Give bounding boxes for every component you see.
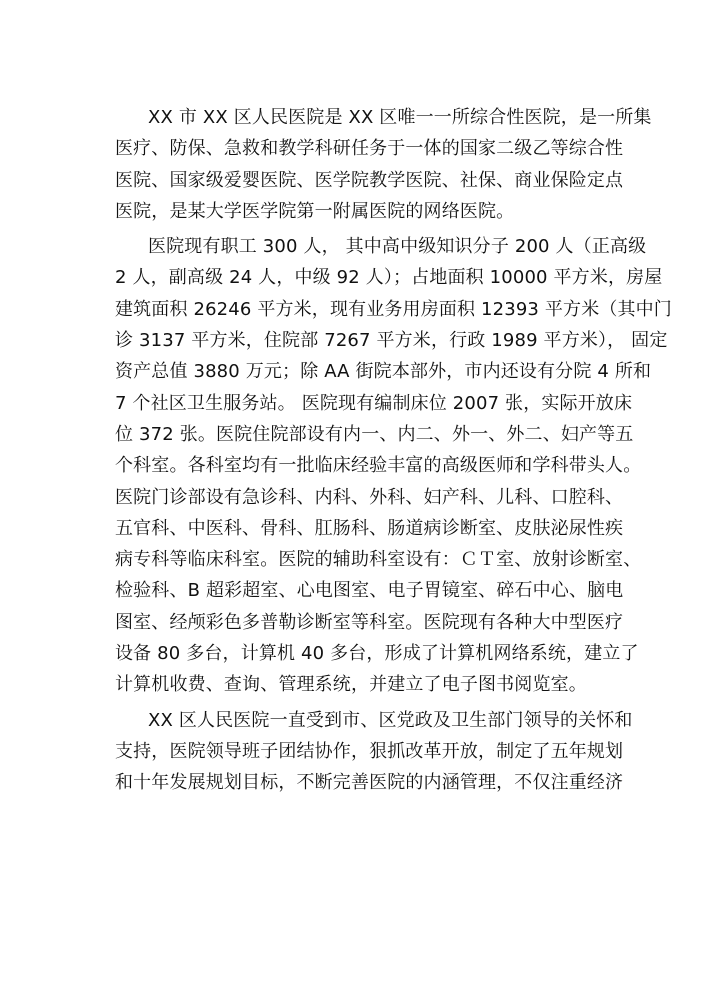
text-line: 个科室。各科室均有一批临床经验丰富的高级医师和学科带头人。 <box>115 455 642 477</box>
text-line: 图室、经颅彩色多普勒诊断室等科室。医院现有各种大中型医疗 <box>115 611 624 633</box>
text-line: 检验科、B 超彩超室、心电图室、电子胃镜室、碎石中心、脑电 <box>115 580 624 602</box>
paragraph-1 <box>115 102 652 227</box>
text-line: 医院门诊部设有急诊科、内科、外科、妇产科、儿科、口腔科、 <box>115 486 624 508</box>
text-line: 支持，医院领导班子团结协作，狠抓改革开放，制定了五年规划 <box>115 740 624 762</box>
text-line: 资产总值 3880 万元；除 AA 街院本部外，市内还设有分院 4 所和 <box>115 361 652 383</box>
text-line: 建筑面积 26246 平方米，现有业务用房面积 12393 平方米（其中门 <box>115 298 672 320</box>
text-line: 计算机收费、查询、管理系统，并建立了电子图书阅览室。 <box>115 674 587 696</box>
text-line: 医疗、防保、急救和教学科研任务于一体的国家二级乙等综合性 <box>115 138 624 160</box>
paragraph-3 <box>115 705 633 799</box>
text-line: 2 人，副高级 24 人，中级 92 人）；占地面积 10000 平方米，房屋 <box>115 267 663 289</box>
text-line: 位 372 张。医院住院部设有内一、内二、外一、外二、妇产等五 <box>115 423 634 445</box>
text-line: 和十年发展规划目标，不断完善医院的内涵管理，不仅注重经济 <box>115 772 624 794</box>
document-body <box>115 102 672 799</box>
text-line: 病专科等临床科室。医院的辅助科室设有：ＣＴ室、放射诊断室、 <box>115 549 642 571</box>
paragraph-2 <box>115 231 672 700</box>
text-line: 设备 80 多台，计算机 40 多台，形成了计算机网络系统，建立了 <box>115 643 639 665</box>
text-line: 医院、国家级爱婴医院、医学院教学医院、社保、商业保险定点 <box>115 169 624 191</box>
text-line: 医院，是某大学医学院第一附属医院的网络医院。 <box>115 200 515 222</box>
text-line: 7 个社区卫生服务站。 医院现有编制床位 2007 张，实际开放床 <box>115 392 633 414</box>
text-line: 五官科、中医科、骨科、肛肠科、肠道病诊断室、皮肤泌尿性疾 <box>115 517 624 539</box>
text-line: 诊 3137 平方米，住院部 7267 平方米，行政 1989 平方米）， 固定 <box>115 330 668 352</box>
text-line: 医院现有职工 300 人， 其中高中级知识分子 200 人（正高级 <box>148 236 647 258</box>
text-line: XX 市 XX 区人民医院是 XX 区唯一一所综合性医院，是一所集 <box>148 107 652 128</box>
text-line: XX 区人民医院一直受到市、区党政及卫生部门领导的关怀和 <box>148 709 633 731</box>
